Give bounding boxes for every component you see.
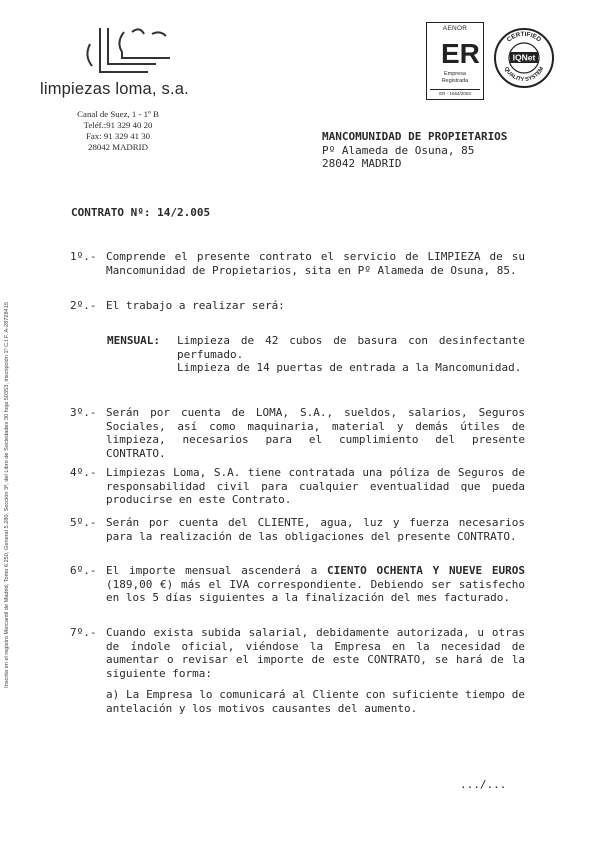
clause-2 (70, 299, 525, 313)
clause-text-end: (189,00 €) más el IVA correspondiente. Debiendo ser satisfecho en los 5 días siguientes a la finalización del mes facturado. (106, 577, 525, 605)
clause-7 (70, 626, 525, 680)
aenor-code: ER - 1654/2003 (430, 89, 480, 96)
clause-5 (70, 516, 525, 543)
clause-3 (70, 406, 525, 460)
clause-text: Serán por cuenta de LOMA, S.A., sueldos, salarios, Seguros Sociales, así como maquinaria, material y demás útiles de limpieza, necesarios para el cumplimiento del presente CONTRATO. (106, 406, 525, 460)
clause-1 (70, 250, 525, 277)
monthly-task: Limpieza de 14 puertas de entrada a la Mancomunidad. (177, 361, 522, 375)
amount-in-words: CIENTO OCHENTA Y NUEVE EUROS (327, 564, 525, 577)
aenor-title: AENOR (442, 25, 468, 32)
aenor-mark-text: ER (441, 38, 480, 69)
svg-text:QUALITY SYSTEM (503, 66, 546, 83)
address-line: Canal de Suez, 1 - 1º B (77, 109, 159, 119)
aenor-er-mark-icon (441, 35, 480, 69)
company-name: limpiezas loma, s.a. (40, 80, 189, 98)
company-logo-mark (78, 22, 178, 84)
clause-number: 5º.- (70, 516, 97, 529)
clause-number: 2º.- (70, 299, 97, 312)
clause-number: 1º.- (70, 250, 97, 263)
contract-number: CONTRATO Nº: 14/2.005 (71, 206, 211, 219)
iqnet-seal-icon (493, 27, 555, 89)
aenor-certification-badge (426, 22, 484, 100)
iqnet-center-text: IQNet (512, 52, 536, 63)
clause-text: Limpiezas Loma, S.A. tiene contratada una póliza de Seguros de responsabilidad civil para cualquier eventualidad que pueda producirse en este Contrato. (106, 466, 525, 507)
aenor-label-1: Empresa (443, 71, 466, 77)
page-continues-mark: .../... (460, 778, 507, 791)
company-address (66, 109, 170, 153)
clause-text (106, 564, 525, 605)
clause-number: 7º.- (70, 626, 97, 639)
monthly-tasks (107, 334, 525, 375)
recipient-city: 28042 MADRID (322, 157, 402, 170)
registry-note-text: Inscrita en el registro Mercantil de Madrid, Tomo 6.250, General 5.280, Sección 3ª, del Libro de Sociedades 30 hoja 50353, inscripción 1º C.I.F. A-28728415 (4, 302, 10, 688)
clause-number: 6º.- (70, 564, 97, 577)
fax-line: Fax: 91 329 41 30 (85, 131, 151, 141)
postal-line: 28042 MADRID (88, 142, 148, 152)
clause-text-start: El importe mensual ascenderá a (106, 564, 327, 577)
clause-6 (70, 564, 525, 605)
registry-note (1, 275, 13, 715)
clause-number: 3º.- (70, 406, 97, 419)
clause-4 (70, 466, 525, 507)
clause-7-subitem-a: a) La Empresa lo comunicará al Cliente con suficiente tiempo de antelación y los motivos causantes del aumento. (106, 688, 525, 715)
recipient-street: Pº Alameda de Osuna, 85 (322, 143, 475, 157)
clause-text: El trabajo a realizar será: (106, 299, 285, 312)
recipient-name: MANCOMUNIDAD DE PROPIETARIOS (322, 130, 508, 143)
clause-number: 4º.- (70, 466, 97, 479)
aenor-label-2: Registrada (441, 78, 469, 84)
iqnet-top-text: CERTIFIED (505, 30, 543, 44)
recipient-block (322, 130, 507, 171)
phone-line: Teléf.:91 329 40 20 (83, 120, 153, 130)
monthly-task: Limpieza de 42 cubos de basura con desinfectante perfumado. (177, 334, 525, 361)
iqnet-bottom-text: QUALITY SYSTEM (502, 66, 546, 84)
clause-text: Cuando exista subida salarial, debidamente autorizada, u otras de índole oficial, viéndose la Empresa en la necesidad de aumentar o revisar el importe de este CONTRATO, se hará de la siguiente forma: (106, 626, 525, 680)
clause-text: Serán por cuenta del CLIENTE, agua, luz y fuerza necesarios para la realización de las obligaciones del presente CONTRATO. (106, 516, 525, 543)
monthly-label: MENSUAL: (107, 334, 160, 347)
clause-text: Comprende el presente contrato el servicio de LIMPIEZA de su Mancomunidad de Propietarios, sita en Pº Alameda de Osuna, 85. (106, 250, 525, 277)
